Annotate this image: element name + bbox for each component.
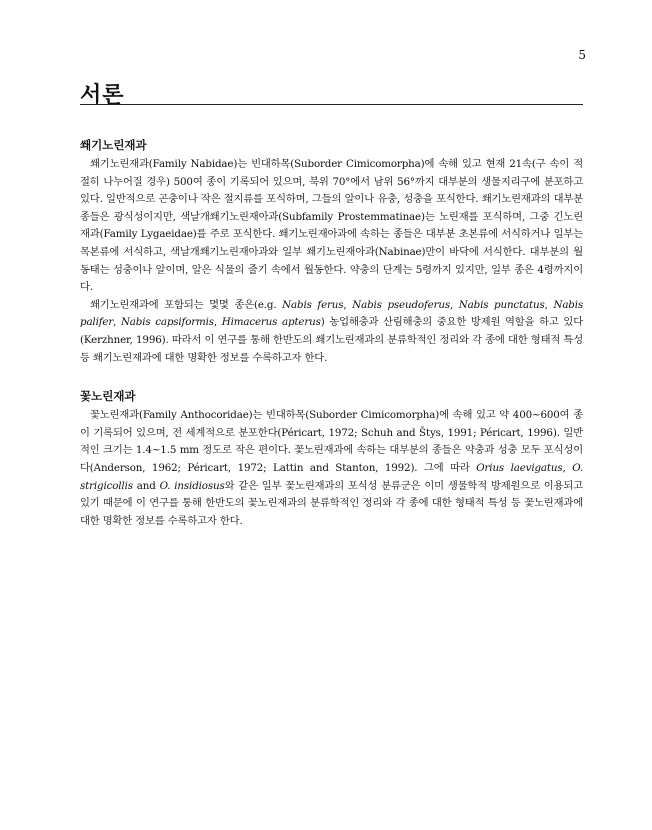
section-anthocoridae <box>80 388 583 530</box>
italic-text-run: O. strigicollis <box>80 461 583 492</box>
italic-text-run: Nabis palifer <box>80 298 584 329</box>
page-title: 서론 <box>80 82 125 108</box>
italic-text-run: Nabis punctatus <box>458 298 545 311</box>
section-nabidae <box>80 137 583 367</box>
text-run: , <box>544 298 554 311</box>
text-run: 쐐기노린재과(Family Nabidae)는 빈대하목(Suborder Cimicomorpha)에 속해 있고 현재 21속(구 속이 적절히 나누어질 경우) 500여 종이 기록되어 있으며, 북위 70°에서 남위 56°까지 대부분의 생물지리구에 분포하고 있다. 일반적으로 곤충이나 작은 절지류를 포식하며, 그들의 알이나 유충, 성충을 포식한다. 쐐기노린재과의 대부분 종들은 광식성이지만, 색날개쐐기노린재아과(Subfamily Prostemmatinae)는 노린재를 포식하며, 그중 긴노린재과(Family Lygaeidae)를 주로 포식한다. 쐐기노린재아과에 속하는 종들은 대부분 초본류에 서식하거나 일부는 목본류에 서식하고, 색날개쐐기노린재아과와 일부 쐐기노린재아과(Nabinae)만이 바닥에 서식한다. 대부분의 월동태는 성충이나 알이며, 알은 식물의 줄기 속에서 월동한다. 약충의 단계는 5령까지 있지만, 일부 종은 4령까지이다. <box>80 158 583 294</box>
main-content <box>80 137 583 551</box>
italic-text-run: Orius laevigatus <box>476 461 563 474</box>
text-run: 꽃노린재과(Family Anthocoridae)는 빈대하목(Suborder Cimicomorpha)에 속해 있고 약 400~600여 종이 기록되어 있으며, 전 세계적으로 분포한다(Péricart, 1972; Schuh and Štys, 1991; Péricart, 1996). 일반적인 크기는 1.4~1.5 mm 정도로 작은 편이다. 꽃노린재과에 속하는 대부분의 종들은 약충과 성충 모두 포식성이다(Anderson, 1962; Péricart, 1972; Lattin and Stanton, 1992). 그에 따라 <box>80 409 583 474</box>
paragraph <box>80 407 583 530</box>
text-run: , <box>449 298 459 311</box>
italic-text-run: Himacerus apterus <box>221 316 321 329</box>
title-divider <box>80 104 583 105</box>
italic-text-run: Nabis capsiformis <box>120 316 214 329</box>
text-run: , <box>113 316 121 329</box>
text-run: 와 같은 일부 꽃노린재과의 포식성 분류군은 이미 생물학적 방제원으로 이용되고 있기 때문에 이 연구를 통해 한반도의 꽃노린재과의 분류학적인 정리와 각 종에 대한 형태적 특성 등 꽃노린재과에 대한 명확한 정보를 수록하고자 한다. <box>80 479 583 527</box>
italic-text-run: O. insidiosus <box>159 479 225 492</box>
text-run: and <box>132 479 160 492</box>
text-run: 쐐기노린재과에 포함되는 몇몇 종은(e.g. <box>90 298 283 311</box>
italic-text-run: Nabis pseudoferus <box>352 298 450 311</box>
section-heading: 쐐기노린재과 <box>80 138 147 152</box>
paragraph <box>80 156 583 297</box>
section-heading: 꽃노린재과 <box>80 389 136 404</box>
text-run: , <box>343 298 353 311</box>
paragraph <box>80 297 583 367</box>
text-run: ) 농업해충과 산림해충의 중요한 방제원 역할을 하고 있다(Kerzhner, 1996). 따라서 이 연구를 통해 한반도의 쐐기노린재과의 분류학적인 정리와 각 종에 대한 형태적 특성 등 쐐기노린재과에 대한 명확한 정보를 수록하고자 한다. <box>80 316 583 364</box>
italic-text-run: Nabis ferus <box>282 298 344 311</box>
text-run: , <box>562 461 573 474</box>
text-run: , <box>213 316 222 329</box>
page-number: 5 <box>578 48 586 62</box>
